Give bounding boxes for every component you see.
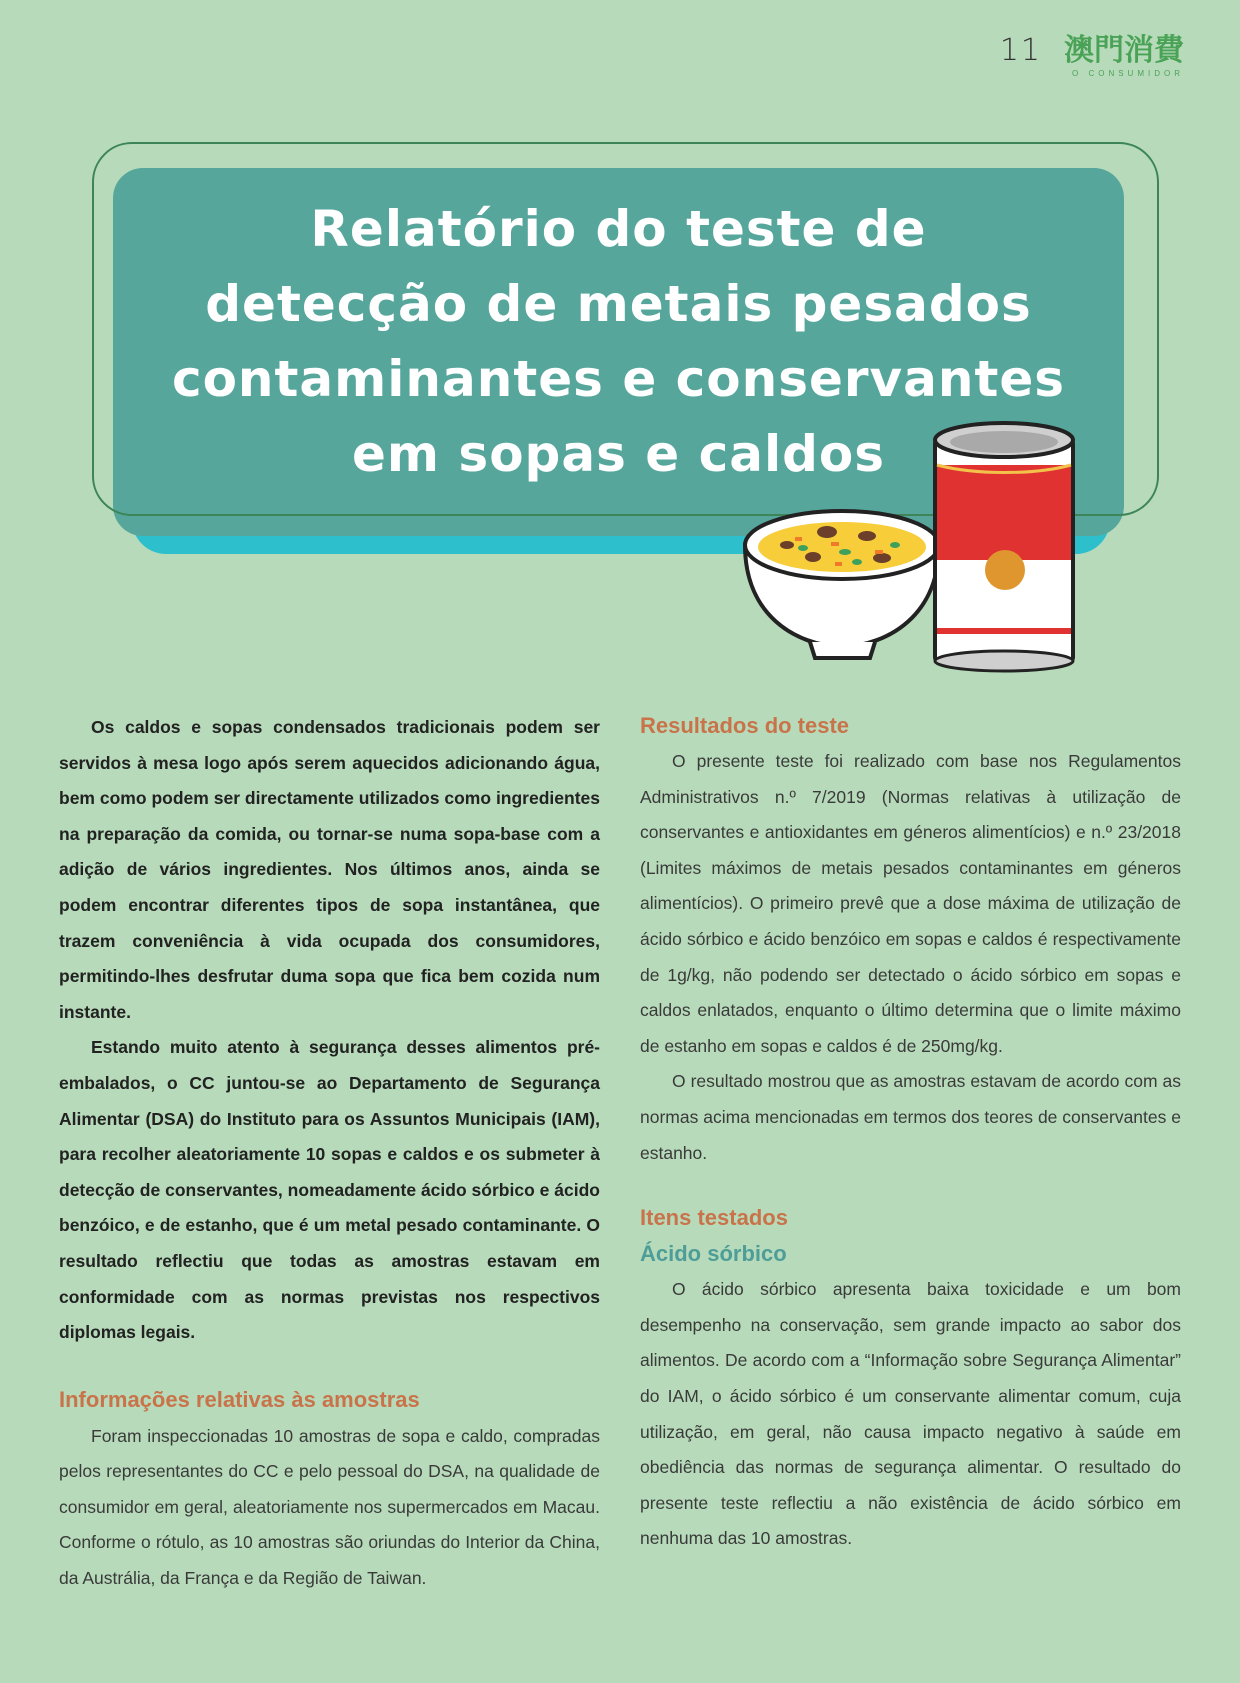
sorbic-acid-paragraph: O ácido sórbico apresenta baixa toxicidade e um bom desempenho na conservação, sem grande impacto ao sabor dos alimentos. De acordo com a “Informação sobre Segurança Alimentar” do IAM, o ácido sórbico é um conservante alimentar comum, cuja utilização, em geral, não causa impacto negativo à saúde em obediência das normas de segurança alimentar. O resultado do presente teste reflectiu a não existência de ácido sórbico em nenhuma das 10 amostras. [640,1279,1181,1549]
title-line-1: Relatório do teste de [310,200,927,258]
soup-bowl-icon [745,511,939,658]
samples-paragraph: Foram inspeccionadas 10 amostras de sopa e caldo, compradas pelos representantes do CC e pelo pessoal do DSA, na qualidade de consumidor em geral, aleatoriamente nos supermercados em Macau. Conforme o rótulo, as 10 amostras são oriundas do Interior da China, da Austrália, da França e da Região de Taiwan. [59,1425,600,1589]
title-line-2: detecção de metais pesados [205,275,1032,333]
publication-logo [1064,34,1184,78]
title-line-3: contaminantes e conservantes [171,350,1066,408]
intro-paragraph-1: Os caldos e sopas condensados tradicionais podem ser servidos à mesa logo após serem aquecidos adicionando água, bem como podem ser directamente utilizados como ingredientes na preparação da comida, ou tornar-se numa sopa-base com a adição de vários ingredientes. Nos últimos anos, ainda se podem encontrar diferentes tipos de sopa instantânea, que trazem conveniência à vida ocupada dos consumidores, permitindo-lhes desfrutar duma sopa que fica bem cozida num instante. [59,717,600,1022]
soup-can-icon [935,423,1073,671]
results-heading: Resultados do teste [640,713,850,738]
logo-text: 澳門消費 [1064,33,1184,68]
title-line-4: em sopas e caldos [352,425,885,483]
right-column [640,710,1181,1557]
logo-subtext: O CONSUMIDOR [1072,69,1184,78]
results-paragraph-2: O resultado mostrou que as amostras estavam de acordo com as normas acima mencionadas em termos dos teores de conservantes e estanho. [640,1071,1181,1163]
sorbic-acid-heading: Ácido sórbico [640,1241,787,1267]
intro-paragraph-2: Estando muito atento à segurança desses alimentos pré-embalados, o CC juntou-se ao Departamento de Segurança Alimentar (DSA) do Instituto para os Assuntos Municipais (IAM), para recolher aleatoriamente 10 sopas e caldos e os submeter à detecção de conservantes, nomeadamente ácido sórbico e ácido benzóico, e de estanho, que é um metal pesado contaminante. O resultado reflectiu que todas as amostras estavam em conformidade com as normas previstas nos respectivos diplomas legais. [59,1037,600,1343]
results-paragraph-1: O presente teste foi realizado com base nos Regulamentos Administrativos n.º 7/2019 (Normas relativas à utilização de conservantes e antioxidantes em géneros alimentícios) e n.º 23/2018 (Limites máximos de metais pesados contaminantes em géneros alimentícios). O primeiro prevê que a dose máxima de utilização de ácido sórbico e ácido benzóico em sopas e caldos é respectivamente de 1g/kg, não podendo ser detectado o ácido sórbico em sopas e caldos enlatados, enquanto o último determina que o limite máximo de estanho em sopas e caldos é de 250mg/kg. [640,751,1181,1056]
samples-heading: Informações relativas às amostras [59,1386,420,1412]
items-heading: Itens testados [640,1205,788,1231]
left-column [59,710,600,1597]
soup-illustration [735,420,1085,680]
page-header [1000,34,1184,78]
page-number: 11 [999,33,1042,68]
